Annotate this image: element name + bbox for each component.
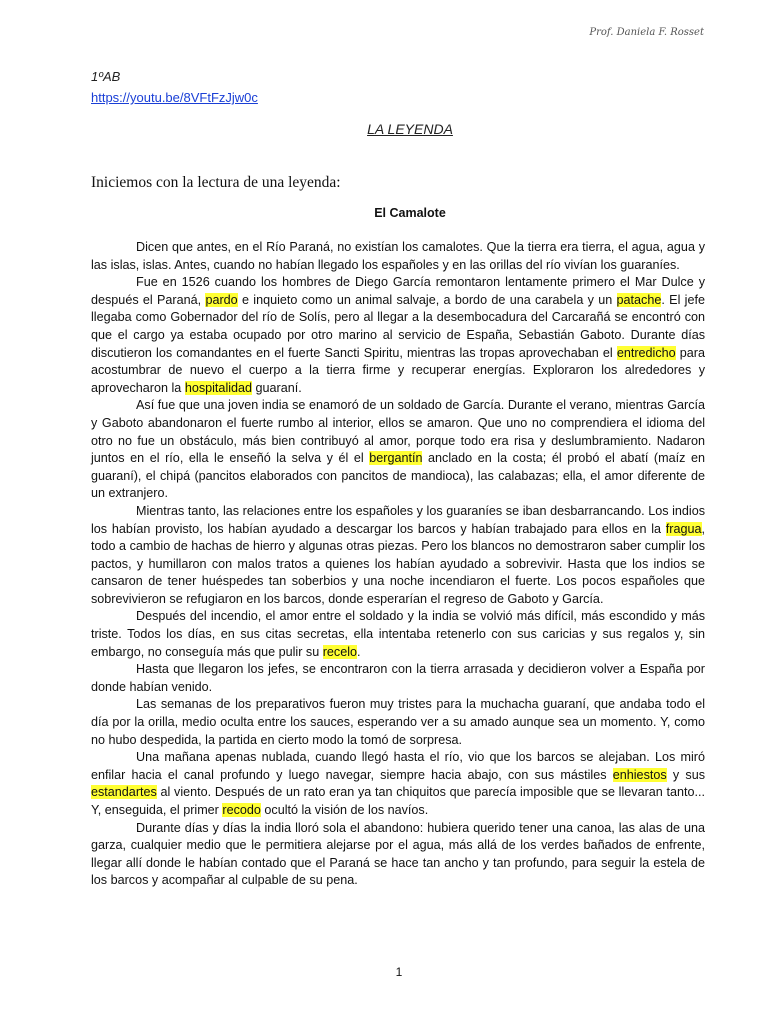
page-title: LA LEYENDA <box>367 121 453 137</box>
paragraph-text: anclado en la costa; él probó el abatí (maíz en guaraní), el chipá (pancitos elaborados con pancitos de mandioca), las calabazas; ella, el amor diferente de un extranjero. <box>91 451 705 501</box>
youtube-link[interactable]: https://youtu.be/8VFtFzJjw0c <box>91 90 258 105</box>
highlighted-word: enhiestos <box>612 767 667 782</box>
page-number: 1 <box>395 965 403 979</box>
story-body <box>91 239 705 890</box>
paragraph-text: , todo a cambio de hachas de hierro y algunas otras piezas. Pero los blancos no demostraron saber cumplir los pactos, y humillaron con malos tratos a quienes los habían ayudado a sobrevivir. Hasta que los indios se cansaron de tener huéspedes tan soberbios y una noche incendiaron el fuerte. Los pocos españoles que sobrevivieron se refugiaron en los barcos, donde esperarían el regreso de Gaboto y García. <box>91 521 705 606</box>
story-paragraph <box>91 239 705 274</box>
highlighted-word: entredicho <box>616 345 676 360</box>
story-paragraph <box>91 749 705 819</box>
paragraph-text: Así fue que una joven india se enamoró de un soldado de García. Durante el verano, mientras García y Gaboto abandonaron el fuerte rumbo al interior, ellos se amaron. Que uno no comprendiera el idioma del otro no fue un obstáculo, más bien contribuyó al amor, porque todo era risa y deslumbramiento. Nadaron juntos en el río, ella le enseñó la selva y él el <box>91 398 705 466</box>
intro-text: Iniciemos con la lectura de una leyenda: <box>91 174 341 191</box>
story-paragraph <box>91 696 705 749</box>
story-paragraph <box>91 661 705 696</box>
story-paragraph <box>91 820 705 890</box>
highlighted-word: recodo <box>222 803 261 817</box>
story-paragraph <box>91 608 705 661</box>
header-author: Prof. Daniela F. Rosset <box>589 27 704 38</box>
paragraph-text: Las semanas de los preparativos fueron muy tristes para la muchacha guaraní, que andaba todo el día por la orilla, medio oculta entre los sauces, esperando ver a su amado aunque sea un momento. Y, como no hubo despedida, la partida en cierto modo la tomó de sorpresa. <box>91 697 705 747</box>
legend-title: El Camalote <box>374 206 446 220</box>
paragraph-text: ocultó la visión de los navíos. <box>260 803 429 817</box>
highlighted-word: recelo <box>322 644 358 659</box>
highlighted-word: estandartes <box>91 785 157 800</box>
highlighted-word: hospitalidad <box>184 380 253 395</box>
paragraph-text: para acostumbrar de nuevo el cuerpo a la tierra firme y recuperar energías. Exploraron los alrededores y aprovecharon la <box>91 345 705 395</box>
story-paragraph <box>91 503 705 609</box>
paragraph-text: y sus <box>666 767 705 782</box>
highlighted-word: bergantín <box>369 451 423 466</box>
paragraph-text: Durante días y días la india lloró sola el abandono: hubiera querido tener una canoa, las alas de una garza, cualquier medio que le permitiera alejarse por el agua, más allá de los verdes bañados de enfrente, llegar allí donde le habían contado que el Paraná se hace tan ancho y tan profundo, para seguir la estela de los barcos y acompañar al culpable de su pena. <box>91 820 705 888</box>
course-label: 1ºAB <box>91 69 121 84</box>
story-paragraph <box>91 274 705 397</box>
paragraph-text: . <box>357 644 361 659</box>
paragraph-text: Dicen que antes, en el Río Paraná, no existían los camalotes. Que la tierra era tierra, el agua, agua y las islas, islas. Antes, cuando no habían llegado los españoles y en las orillas del río vivían los guaraníes. <box>91 240 705 272</box>
paragraph-text: Fue en 1526 cuando los hombres de Diego García remontaron lentamente primero el Mar Dulce y después el Paraná, <box>91 275 705 307</box>
paragraph-text: Hasta que llegaron los jefes, se encontraron con la tierra arrasada y decidieron volver a España por donde habían venido. <box>91 662 705 694</box>
paragraph-text: al viento. Después de un rato eran ya tan chiquitos que parecía imposible que se llevaran tanto... Y, enseguida, el primer <box>91 785 705 817</box>
highlighted-word: pardo <box>205 292 238 307</box>
highlighted-word: patache <box>616 292 662 307</box>
paragraph-text: Una mañana apenas nublada, cuando llegó hasta el río, vio que los barcos se alejaban. Los miró enfilar hacia el canal profundo y luego navegar, siempre hacia abajo, con sus mástiles <box>91 750 705 782</box>
paragraph-text: Mientras tanto, las relaciones entre los españoles y los guaraníes se iban desbarrancando. Los indios los habían provisto, los habían ayudado a descargar los barcos y habían trabajado para ellos en la <box>91 503 705 536</box>
paragraph-text: e inquieto como un animal salvaje, a bordo de una carabela y un <box>237 292 617 307</box>
paragraph-text: Después del incendio, el amor entre el soldado y la india se volvió más difícil, más escondido y más triste. Todos los días, en sus citas secretas, ella intentaba retenerlo con sus caricias y sus regalos y, sin embargo, no conseguía más que pulir su <box>91 609 705 659</box>
highlighted-word: fragua <box>665 521 702 536</box>
paragraph-text: guaraní. <box>252 380 302 395</box>
paragraph-text: . El jefe llegaba como Gobernador del río de Solís, pero al llegar a la desembocadura del Carcarañá se encontró con que el cargo ya estaba ocupado por otro marino al servicio de España, Sebastián Gaboto. Durante días discutieron los comandantes en el fuerte Sancti Spiritu, mientras las tropas aprovechaban el <box>91 292 705 360</box>
story-paragraph <box>91 397 705 503</box>
